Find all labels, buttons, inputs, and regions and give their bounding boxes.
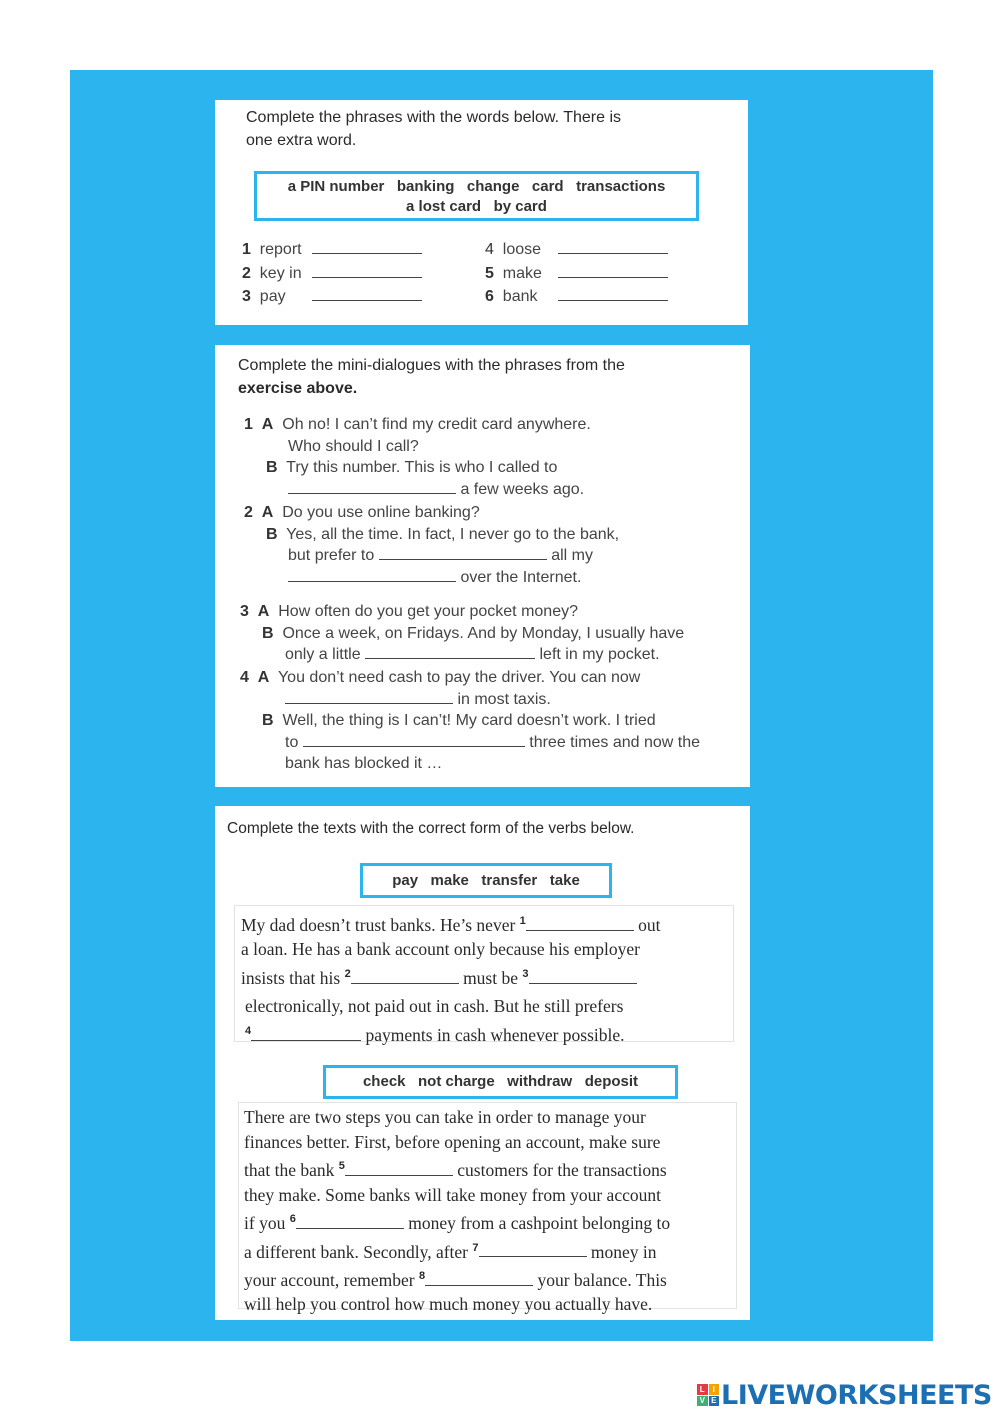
- logo-letter: V: [697, 1396, 708, 1407]
- verb-box-1: pay make transfer take: [360, 863, 612, 898]
- text-blank-8[interactable]: [425, 1271, 533, 1286]
- phrase-item-5: 5 make: [485, 263, 668, 283]
- text-blank-3[interactable]: [529, 969, 637, 984]
- logo-letter: L: [697, 1384, 708, 1395]
- answer-blank-5[interactable]: [558, 263, 668, 278]
- dialogue-blank-1[interactable]: [288, 479, 456, 494]
- phrase-item-4: 4 loose: [485, 239, 668, 259]
- answer-blank-2[interactable]: [312, 263, 422, 278]
- phrase-item-2: 2 key in: [242, 263, 422, 283]
- exercise-2-instruction: Complete the mini-dialogues with the phrases from the exercise above.: [238, 357, 625, 397]
- dialogue-3: 3 A How often do you get your pocket money? B Once a week, on Fridays. And by Monday, I usually have only a little left in my pocket.: [240, 603, 685, 663]
- exercise-3-panel: [215, 806, 750, 1320]
- logo-letter: I: [709, 1384, 720, 1395]
- dialogue-blank-2[interactable]: [379, 545, 547, 560]
- word-box-1: a PIN number banking change card transactions a lost card by card: [254, 171, 699, 221]
- text-1: My dad doesn’t trust banks. He’s never $^1$ out a loan. He has a bank account only because his employer insists that his $^2$ must be $^3$ electronically, not paid out in cash. But he still prefers $^4$ payments in cash whenever possible.: [234, 905, 734, 1042]
- text-blank-4[interactable]: [251, 1026, 361, 1041]
- exercise-1-instruction: Complete the phrases with the words below. There is one extra word.: [246, 109, 622, 149]
- logo-letter: E: [709, 1396, 720, 1407]
- text-2: There are two steps you can take in order to manage your finances better. First, before opening an account, make sure that the bank $^5$ customers for the transactions they make. Some banks will take money from your account if you $^6$ money from a cashpoint belonging to a different bank. Secondly, after $^7$ money in your account, remember $^8$ your balance. This will help you control how much money you actually have.: [238, 1102, 737, 1309]
- answer-blank-1[interactable]: [312, 239, 422, 254]
- dialogue-2: 2 A Do you use online banking? B Yes, all the time. In fact, I never go to the bank, but prefer to all my over the Internet.: [244, 504, 620, 586]
- logo-text: LIVEWORKSHEETS: [721, 1379, 992, 1411]
- answer-blank-6[interactable]: [558, 286, 668, 301]
- exercise-2-panel: [215, 345, 750, 787]
- answer-blank-4[interactable]: [558, 239, 668, 254]
- phrase-item-3: 3 pay: [242, 286, 422, 306]
- phrase-item-6: 6 bank: [485, 286, 668, 306]
- logo-grid-icon: [697, 1384, 719, 1406]
- dialogue-blank-3[interactable]: [288, 567, 456, 582]
- dialogue-blank-4[interactable]: [365, 644, 535, 659]
- text-blank-6[interactable]: [296, 1214, 404, 1229]
- text-blank-2[interactable]: [351, 969, 459, 984]
- text-blank-7[interactable]: [479, 1242, 587, 1257]
- answer-blank-3[interactable]: [312, 286, 422, 301]
- exercise-3-instruction: Complete the texts with the correct form of the verbs below.: [227, 820, 635, 837]
- dialogue-blank-6[interactable]: [303, 732, 525, 747]
- exercise-1-panel: [215, 100, 748, 325]
- dialogue-blank-5[interactable]: [285, 689, 453, 704]
- verb-box-2: check not charge withdraw deposit: [323, 1065, 678, 1099]
- liveworksheets-logo[interactable]: [697, 1378, 992, 1412]
- phrase-item-1: 1 report: [242, 239, 422, 259]
- text-blank-5[interactable]: [345, 1161, 453, 1176]
- dialogue-4: 4 A You don’t need cash to pay the driver. You can now in most taxis. B Well, the thing is I can’t! My card doesn’t work. I tried to three times and now the bank has blocked it …: [240, 669, 701, 772]
- text-blank-1[interactable]: [526, 916, 634, 931]
- dialogue-1: 1 A Oh no! I can’t find my credit card anywhere. Who should I call? B Try this number. This is who I called to a few weeks ago.: [244, 416, 591, 498]
